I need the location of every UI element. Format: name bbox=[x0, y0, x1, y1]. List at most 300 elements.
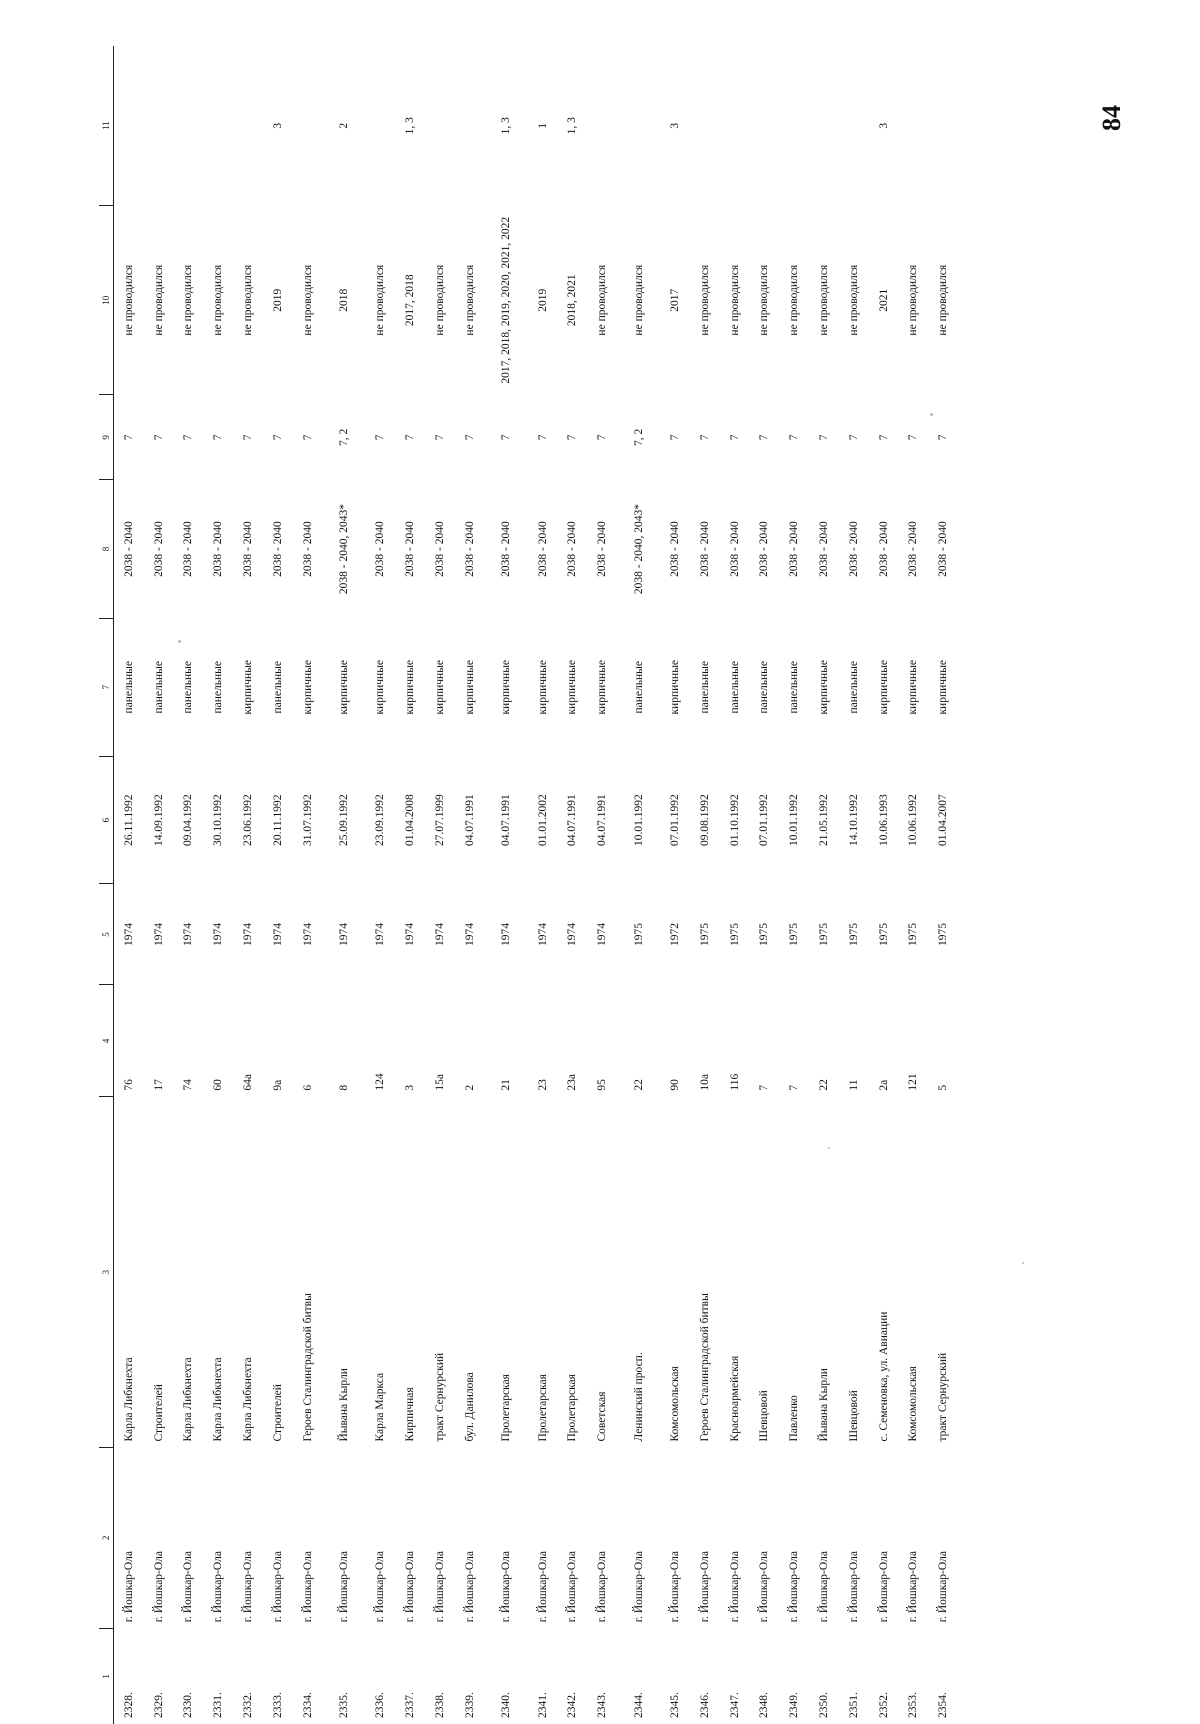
col11-cell bbox=[899, 46, 929, 206]
col9-cell: 7, 2 bbox=[632, 428, 645, 446]
housing-table bbox=[99, 46, 1101, 1724]
row-number: 2340. bbox=[500, 1692, 513, 1718]
col11-cell bbox=[809, 46, 839, 206]
street-cell: Красноармейская bbox=[728, 1355, 741, 1442]
col10-cell: не проводился bbox=[122, 264, 135, 336]
city-cell: г. Йошкар-Ола bbox=[182, 1550, 195, 1623]
house-cell: 10а bbox=[698, 1074, 711, 1091]
col9-cell: 7 bbox=[758, 434, 771, 441]
row-number: 2345. bbox=[669, 1692, 682, 1718]
house-cell: 22 bbox=[818, 1079, 830, 1091]
wall-type-cell: панельные bbox=[212, 661, 225, 714]
period-cell: 2038 - 2040 bbox=[271, 521, 284, 577]
date-cell: 27.07.1999 bbox=[434, 794, 447, 847]
col10-cell: не проводился bbox=[434, 264, 447, 336]
house-cell: 116 bbox=[728, 1073, 741, 1091]
col9-cell: 7 bbox=[536, 434, 549, 441]
table-row bbox=[114, 46, 144, 1724]
date-cell: 09.08.1992 bbox=[698, 794, 711, 847]
table-row bbox=[263, 46, 293, 1724]
col11-cell bbox=[720, 46, 750, 206]
year-cell: 1974 bbox=[434, 922, 447, 946]
year-cell: 1974 bbox=[301, 922, 314, 946]
city-cell: г. Йошкар-Ола bbox=[728, 1550, 741, 1623]
row-number: 2331. bbox=[212, 1692, 225, 1718]
col10-cell: не проводился bbox=[242, 264, 255, 336]
city-cell: г. Йошкар-Ола bbox=[847, 1550, 860, 1623]
city-cell: г. Йошкар-Ола bbox=[434, 1550, 447, 1623]
table-row bbox=[395, 46, 425, 1724]
table-row bbox=[928, 46, 958, 1724]
year-cell: 1974 bbox=[463, 922, 476, 946]
street-cell: Строителей bbox=[271, 1384, 284, 1442]
street-cell: Ленинский просп. bbox=[632, 1352, 645, 1442]
col11-cell: 1, 3 bbox=[500, 117, 513, 135]
col9-cell: 7 bbox=[847, 434, 860, 441]
city-cell: г. Йошкар-Ола bbox=[907, 1550, 920, 1623]
row-number: 2350. bbox=[818, 1692, 830, 1718]
date-cell: 10.06.1992 bbox=[907, 794, 920, 847]
year-cell: 1975 bbox=[818, 922, 830, 946]
city-cell: г. Йошкар-Ола bbox=[242, 1550, 255, 1623]
city-cell: г. Йошкар-Ола bbox=[301, 1550, 314, 1623]
city-cell: г. Йошкар-Ола bbox=[122, 1550, 135, 1623]
table-row bbox=[558, 46, 588, 1724]
date-cell: 09.04.1992 bbox=[182, 794, 195, 847]
col9-cell: 7 bbox=[271, 434, 284, 441]
col10-cell: 2017, 2018 bbox=[404, 274, 417, 327]
col10-cell: не проводился bbox=[847, 264, 860, 336]
row-number: 2353. bbox=[907, 1692, 920, 1718]
city-cell: г. Йошкар-Ола bbox=[500, 1550, 513, 1623]
house-cell: 95 bbox=[596, 1079, 609, 1091]
city-cell: г. Йошкар-Ола bbox=[698, 1550, 711, 1623]
year-cell: 1975 bbox=[698, 922, 711, 946]
street-cell: Шевцовой bbox=[847, 1390, 860, 1442]
col11-cell: 3 bbox=[271, 122, 284, 129]
street-cell: Героев Сталинградской битвы bbox=[301, 1293, 314, 1442]
col9-cell: 7 bbox=[937, 434, 950, 441]
period-cell: 2038 - 2040 bbox=[122, 521, 135, 577]
date-cell: 23.09.1992 bbox=[374, 794, 387, 847]
row-number: 2332. bbox=[242, 1692, 255, 1718]
wall-type-cell: кирпичные bbox=[818, 659, 830, 715]
col9-cell: 7 bbox=[152, 434, 165, 441]
city-cell: г. Йошкар-Ола bbox=[152, 1550, 165, 1623]
col11-cell: 1, 3 bbox=[404, 117, 417, 135]
row-number: 2339. bbox=[463, 1692, 476, 1718]
column-header: 4 bbox=[99, 985, 114, 1097]
street-cell: бул. Данилова bbox=[463, 1372, 476, 1442]
city-cell: г. Йошкар-Ола bbox=[788, 1550, 801, 1623]
house-cell: 2а bbox=[877, 1079, 890, 1091]
street-cell: тракт Сернурский bbox=[434, 1352, 447, 1442]
street-cell: Строителей bbox=[152, 1384, 165, 1442]
column-header: 10 bbox=[99, 206, 114, 395]
row-number: 2341. bbox=[536, 1692, 549, 1718]
col11-cell bbox=[617, 46, 660, 206]
col11-cell bbox=[839, 46, 869, 206]
col11-cell bbox=[203, 46, 233, 206]
column-header: 2 bbox=[99, 1448, 114, 1629]
date-cell: 01.04.2007 bbox=[937, 794, 950, 847]
wall-type-cell: кирпичные bbox=[669, 659, 682, 715]
year-cell: 1974 bbox=[374, 922, 387, 946]
row-number: 2347. bbox=[728, 1692, 741, 1718]
date-cell: 10.06.1993 bbox=[877, 794, 890, 847]
col9-cell: 7 bbox=[434, 434, 447, 441]
period-cell: 2038 - 2040 bbox=[907, 521, 920, 577]
col10-cell: не проводился bbox=[463, 264, 476, 336]
date-cell: 07.01.1992 bbox=[758, 794, 771, 847]
city-cell: г. Йошкар-Ола bbox=[758, 1550, 771, 1623]
street-cell: Комсомольская bbox=[907, 1366, 920, 1442]
year-cell: 1974 bbox=[152, 922, 165, 946]
col11-cell bbox=[455, 46, 485, 206]
table-row bbox=[779, 46, 809, 1724]
col10-cell: не проводился bbox=[937, 264, 950, 336]
col9-cell: 7 bbox=[463, 434, 476, 441]
table-row bbox=[323, 46, 366, 1724]
city-cell: г. Йошкар-Ола bbox=[463, 1550, 476, 1623]
row-number: 2352. bbox=[877, 1692, 890, 1718]
table-row bbox=[587, 46, 617, 1724]
col9-cell: 7, 2 bbox=[338, 428, 351, 446]
street-cell: Карла Либкнехта bbox=[242, 1357, 255, 1442]
wall-type-cell: панельные bbox=[182, 661, 195, 714]
table-row bbox=[425, 46, 455, 1724]
period-cell: 2038 - 2040 bbox=[374, 521, 387, 577]
year-cell: 1974 bbox=[566, 922, 579, 946]
wall-type-cell: кирпичные bbox=[301, 659, 314, 715]
row-number: 2328. bbox=[122, 1692, 135, 1718]
house-cell: 60 bbox=[212, 1079, 225, 1091]
date-cell: 10.01.1992 bbox=[788, 794, 801, 847]
scan-speck bbox=[178, 640, 181, 643]
date-cell: 04.07.1991 bbox=[596, 794, 609, 847]
col11-cell bbox=[587, 46, 617, 206]
row-number: 2334. bbox=[301, 1692, 314, 1718]
row-number: 2344. bbox=[632, 1692, 645, 1718]
house-cell: 23а bbox=[566, 1074, 579, 1091]
column-number-header bbox=[99, 46, 114, 1724]
house-cell: 21 bbox=[500, 1079, 513, 1091]
table-row bbox=[203, 46, 233, 1724]
house-cell: 90 bbox=[669, 1079, 682, 1091]
col11-cell bbox=[425, 46, 455, 206]
period-cell: 2038 - 2040 bbox=[566, 521, 579, 577]
house-cell: 76 bbox=[122, 1079, 135, 1091]
house-cell: 23 bbox=[536, 1079, 549, 1091]
year-cell: 1974 bbox=[122, 922, 135, 946]
year-cell: 1975 bbox=[728, 922, 741, 946]
year-cell: 1974 bbox=[404, 922, 417, 946]
period-cell: 2038 - 2040 bbox=[877, 521, 890, 577]
col10-cell: не проводился bbox=[728, 264, 741, 336]
table-row bbox=[899, 46, 929, 1724]
wall-type-cell: кирпичные bbox=[877, 659, 890, 715]
col10-cell: не проводился bbox=[374, 264, 387, 336]
column-header: 9 bbox=[99, 395, 114, 480]
date-cell: 20.11.1992 bbox=[271, 794, 284, 846]
col10-cell: 2021 bbox=[877, 288, 890, 312]
col10-cell: 2019 bbox=[536, 288, 549, 312]
table-row bbox=[293, 46, 323, 1724]
wall-type-cell: кирпичные bbox=[500, 659, 513, 715]
year-cell: 1974 bbox=[338, 922, 351, 946]
column-header: 3 bbox=[99, 1097, 114, 1448]
year-cell: 1972 bbox=[669, 922, 682, 946]
year-cell: 1975 bbox=[937, 922, 950, 946]
col11-cell: 3 bbox=[669, 122, 682, 129]
period-cell: 2038 - 2040 bbox=[212, 521, 225, 577]
street-cell: Кирпичная bbox=[404, 1387, 417, 1442]
col10-cell: не проводился bbox=[212, 264, 225, 336]
col9-cell: 7 bbox=[788, 434, 801, 441]
row-number: 2343. bbox=[596, 1692, 609, 1718]
date-cell: 14.09.1992 bbox=[152, 794, 165, 847]
house-cell: 6 bbox=[301, 1084, 314, 1091]
street-cell: Йывана Кырли bbox=[818, 1368, 830, 1442]
row-number: 2349. bbox=[788, 1692, 801, 1718]
row-number: 2351. bbox=[847, 1692, 860, 1718]
period-cell: 2038 - 2040 bbox=[847, 521, 860, 577]
col10-cell: 2017 bbox=[669, 288, 682, 312]
period-cell: 2038 - 2040 bbox=[434, 521, 447, 577]
city-cell: г. Йошкар-Ола bbox=[536, 1550, 549, 1623]
city-cell: г. Йошкар-Ола bbox=[374, 1550, 387, 1623]
street-cell: Карла Либкнехта bbox=[212, 1357, 225, 1442]
scan-speck bbox=[930, 413, 933, 416]
col9-cell: 7 bbox=[182, 434, 195, 441]
period-cell: 2038 - 2040 bbox=[463, 521, 476, 577]
date-cell: 04.07.1991 bbox=[463, 794, 476, 847]
col11-cell bbox=[690, 46, 720, 206]
house-cell: 8 bbox=[338, 1084, 351, 1091]
period-cell: 2038 - 2040 bbox=[758, 521, 771, 577]
house-cell: 17 bbox=[152, 1079, 165, 1091]
wall-type-cell: кирпичные bbox=[242, 659, 255, 715]
table-row bbox=[455, 46, 485, 1724]
year-cell: 1974 bbox=[596, 922, 609, 946]
house-cell: 22 bbox=[632, 1079, 645, 1091]
house-cell: 3 bbox=[404, 1084, 417, 1091]
page-number: 84 bbox=[1097, 105, 1126, 131]
date-cell: 14.10.1992 bbox=[847, 794, 860, 847]
table-row bbox=[750, 46, 780, 1724]
row-number: 2346. bbox=[698, 1692, 711, 1718]
wall-type-cell: панельные bbox=[271, 661, 284, 714]
date-cell: 10.01.1992 bbox=[632, 794, 645, 847]
year-cell: 1974 bbox=[500, 922, 513, 946]
row-number: 2330. bbox=[182, 1692, 195, 1718]
house-cell: 15а bbox=[434, 1074, 447, 1091]
house-cell: 5 bbox=[937, 1084, 950, 1091]
house-cell: 7 bbox=[788, 1084, 801, 1091]
house-cell: 2 bbox=[463, 1084, 476, 1091]
date-cell: 04.07.1991 bbox=[566, 794, 579, 847]
table-row bbox=[839, 46, 869, 1724]
data-table bbox=[99, 46, 958, 1724]
date-cell: 30.10.1992 bbox=[212, 794, 225, 847]
city-cell: г. Йошкар-Ола bbox=[632, 1550, 645, 1623]
table-row bbox=[809, 46, 839, 1724]
wall-type-cell: панельные bbox=[698, 661, 711, 714]
col10-cell: не проводился bbox=[182, 264, 195, 336]
period-cell: 2038 - 2040 bbox=[500, 521, 513, 577]
wall-type-cell: кирпичные bbox=[338, 659, 351, 715]
wall-type-cell: панельные bbox=[152, 661, 165, 714]
col11-cell bbox=[293, 46, 323, 206]
col10-cell: не проводился bbox=[301, 264, 314, 336]
row-number: 2335. bbox=[338, 1692, 351, 1718]
wall-type-cell: кирпичные bbox=[536, 659, 549, 715]
row-number: 2342. bbox=[566, 1692, 579, 1718]
period-cell: 2038 - 2040 bbox=[596, 521, 609, 577]
table-row bbox=[528, 46, 558, 1724]
wall-type-cell: кирпичные bbox=[434, 659, 447, 715]
col11-cell bbox=[233, 46, 263, 206]
city-cell: г. Йошкар-Ола bbox=[566, 1550, 579, 1623]
col10-cell: 2017, 2018, 2019, 2020, 2021, 2022 bbox=[500, 216, 513, 384]
table-row bbox=[660, 46, 690, 1724]
scan-speck bbox=[828, 1147, 830, 1149]
col10-cell: не проводился bbox=[698, 264, 711, 336]
year-cell: 1975 bbox=[847, 922, 860, 946]
street-cell: Пролетарская bbox=[566, 1374, 579, 1442]
col10-cell: не проводился bbox=[758, 264, 771, 336]
house-cell: 124 bbox=[374, 1073, 387, 1091]
row-number: 2338. bbox=[434, 1692, 447, 1718]
house-cell: 121 bbox=[907, 1073, 920, 1091]
city-cell: г. Йошкар-Ола bbox=[596, 1550, 609, 1623]
date-cell: 25.09.1992 bbox=[338, 794, 351, 847]
street-cell: Карла Либкнехта bbox=[122, 1357, 135, 1442]
street-cell: Пролетарская bbox=[536, 1374, 549, 1442]
period-cell: 2038 - 2040 bbox=[698, 521, 711, 577]
col11-cell: 2 bbox=[338, 122, 351, 129]
date-cell: 04.07.1991 bbox=[500, 794, 513, 847]
table-body bbox=[114, 46, 959, 1724]
wall-type-cell: кирпичные bbox=[463, 659, 476, 715]
table-row bbox=[485, 46, 528, 1724]
date-cell: 07.01.1992 bbox=[669, 794, 682, 847]
col11-cell: 1 bbox=[536, 122, 549, 129]
wall-type-cell: панельные bbox=[758, 661, 771, 714]
col9-cell: 7 bbox=[212, 434, 225, 441]
col10-cell: 2018, 2021 bbox=[566, 274, 579, 327]
col9-cell: 7 bbox=[566, 434, 579, 441]
row-number: 2354. bbox=[937, 1692, 950, 1718]
column-header: 6 bbox=[99, 756, 114, 884]
col10-cell: 2018 bbox=[338, 288, 351, 312]
table-row bbox=[869, 46, 899, 1724]
period-cell: 2038 - 2040 bbox=[301, 521, 314, 577]
street-cell: Карла Либкнехта bbox=[182, 1357, 195, 1442]
table-row bbox=[617, 46, 660, 1724]
column-header: 5 bbox=[99, 884, 114, 985]
year-cell: 1974 bbox=[536, 922, 549, 946]
col9-cell: 7 bbox=[669, 434, 682, 441]
col11-cell bbox=[366, 46, 396, 206]
street-cell: Советская bbox=[596, 1391, 609, 1442]
year-cell: 1974 bbox=[182, 922, 195, 946]
col11-cell: 3 bbox=[877, 122, 890, 129]
date-cell: 31.07.1992 bbox=[301, 794, 314, 847]
col10-cell: 2019 bbox=[271, 288, 284, 312]
table-row bbox=[690, 46, 720, 1724]
house-cell: 11 bbox=[847, 1079, 860, 1091]
street-cell: тракт Сернурский bbox=[937, 1352, 950, 1442]
house-cell: 7 bbox=[758, 1084, 771, 1091]
wall-type-cell: панельные bbox=[632, 661, 645, 714]
column-header: 8 bbox=[99, 480, 114, 618]
year-cell: 1975 bbox=[877, 922, 890, 946]
year-cell: 1975 bbox=[632, 922, 645, 946]
col10-cell: не проводился bbox=[818, 264, 830, 336]
street-cell: Пролетарская bbox=[500, 1374, 513, 1442]
date-cell: 01.04.2008 bbox=[404, 794, 417, 847]
col9-cell: 7 bbox=[122, 434, 135, 441]
period-cell: 2038 - 2040 bbox=[669, 521, 682, 577]
period-cell: 2038 - 2040 bbox=[152, 521, 165, 577]
period-cell: 2038 - 2040 bbox=[536, 521, 549, 577]
col11-cell bbox=[114, 46, 144, 206]
year-cell: 1975 bbox=[788, 922, 801, 946]
table-row bbox=[144, 46, 174, 1724]
city-cell: г. Йошкар-Ола bbox=[877, 1550, 890, 1623]
table-row bbox=[174, 46, 204, 1724]
street-cell: с. Семеновка, ул. Авиации bbox=[877, 1311, 890, 1442]
column-header: 1 bbox=[99, 1628, 114, 1724]
wall-type-cell: кирпичные bbox=[907, 659, 920, 715]
period-cell: 2038 - 2040 bbox=[404, 521, 417, 577]
wall-type-cell: кирпичные bbox=[596, 659, 609, 715]
wall-type-cell: панельные bbox=[122, 661, 135, 714]
col11-cell bbox=[144, 46, 174, 206]
col9-cell: 7 bbox=[374, 434, 387, 441]
row-number: 2348. bbox=[758, 1692, 771, 1718]
col11-cell bbox=[928, 46, 958, 206]
col10-cell: не проводился bbox=[788, 264, 801, 336]
year-cell: 1974 bbox=[212, 922, 225, 946]
street-cell: Карла Маркса bbox=[374, 1372, 387, 1442]
scan-speck bbox=[1022, 1262, 1024, 1264]
street-cell: Йывана Кырли bbox=[338, 1368, 351, 1442]
period-cell: 2038 - 2040, 2043* bbox=[632, 503, 645, 595]
street-cell: Шевцовой bbox=[758, 1390, 771, 1442]
city-cell: г. Йошкар-Ола bbox=[818, 1550, 830, 1623]
col9-cell: 7 bbox=[596, 434, 609, 441]
col9-cell: 7 bbox=[404, 434, 417, 441]
street-cell: Героев Сталинградской битвы bbox=[698, 1293, 711, 1442]
date-cell: 01.10.1992 bbox=[728, 794, 741, 847]
year-cell: 1974 bbox=[242, 922, 255, 946]
col9-cell: 7 bbox=[698, 434, 711, 441]
city-cell: г. Йошкар-Ола bbox=[212, 1550, 225, 1623]
table-row bbox=[366, 46, 396, 1724]
city-cell: г. Йошкар-Ола bbox=[404, 1550, 417, 1623]
city-cell: г. Йошкар-Ола bbox=[338, 1550, 351, 1623]
period-cell: 2038 - 2040 bbox=[937, 521, 950, 577]
street-cell: Комсомольская bbox=[669, 1366, 682, 1442]
city-cell: г. Йошкар-Ола bbox=[271, 1550, 284, 1623]
row-number: 2329. bbox=[152, 1692, 165, 1718]
city-cell: г. Йошкар-Ола bbox=[669, 1550, 682, 1623]
wall-type-cell: панельные bbox=[728, 661, 741, 714]
table-row bbox=[720, 46, 750, 1724]
wall-type-cell: кирпичные bbox=[374, 659, 387, 715]
